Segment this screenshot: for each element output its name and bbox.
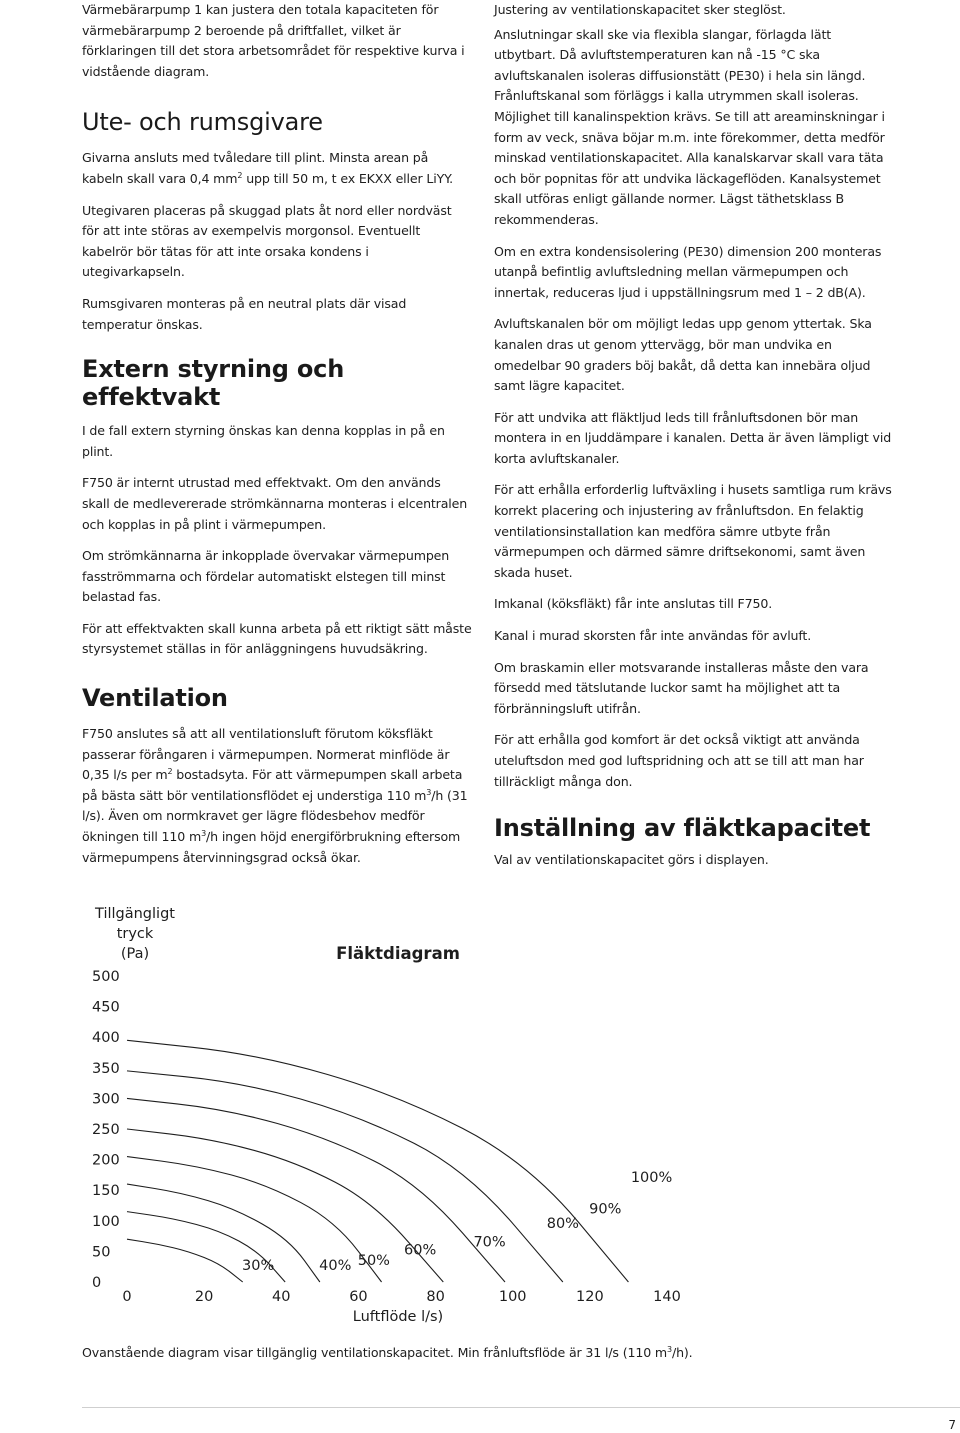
heading-installning-flaktkapacitet: Inställning av fläktkapacitet bbox=[494, 814, 871, 843]
y-tick-label: 500 bbox=[92, 969, 120, 985]
y-tick-label: 350 bbox=[92, 1060, 120, 1077]
footer-rule bbox=[82, 1407, 960, 1408]
y-tick-label: 200 bbox=[92, 1152, 120, 1169]
extern-paragraph-3: Om strömkännarna är inkopplade övervakar värmepumpen fasströmmarna och fördelar automatiskt elstegen till minst belastad fas. bbox=[82, 548, 450, 605]
chart-title: Fläktdiagram bbox=[336, 944, 460, 963]
page-number: 7 bbox=[948, 1418, 956, 1432]
right-paragraph-3: Om en extra kondensisolering (PE30) dimension 200 monteras utanpå befintlig avluftsledning mellan värmepumpen och innertak, reduceras ljud i uppställningsrum med 1 – 2 dB(A). bbox=[494, 243, 882, 300]
y-tick-label: 100 bbox=[92, 1213, 120, 1230]
series-label: 30% bbox=[242, 1257, 275, 1274]
y-tick-label: 50 bbox=[92, 1244, 111, 1261]
left-column bbox=[82, 0, 472, 879]
x-tick-label: 20 bbox=[194, 1289, 214, 1305]
ventilation-paragraph: F750 anslutes så att all ventilationsluft förutom köksfläkt passerar förångaren i värmepumpen. Normerat minflöde är 0,35 l/s per $m^2$ bostadsyta. För att värmepumpen skall arbeta på bästa sätt bör ventilationsflödet ej understiga 110 $m^3/h$ (31 l/s). Även om normkravet ger lägre flödesbehov medför ökningen till 110 $m^3/h$ ingen höjd energiförbrukning eftersom värmepumpens återvinningsgrad också ökar. bbox=[82, 726, 468, 865]
ute-paragraph-2: Utegivaren placeras på skuggad plats åt nord eller nordväst för att inte störas av exempelvis morgonsol. Eventuellt kabelrör bör tätas för att inte orsaka kondens i utegivarkapseln. bbox=[82, 202, 452, 280]
x-tick-label: 120 bbox=[576, 1289, 604, 1305]
right-paragraph-7: Imkanal (köksfläkt) får inte anslutas till F750. bbox=[494, 596, 773, 612]
y-axis-label-line: tryck bbox=[116, 926, 154, 942]
series-label: 60% bbox=[404, 1242, 437, 1259]
fan-curve-30pct bbox=[127, 1239, 243, 1282]
series-label: 70% bbox=[473, 1234, 506, 1251]
fan-curve-70pct bbox=[127, 1129, 443, 1282]
series-label: 90% bbox=[589, 1201, 622, 1218]
y-tick-label: 300 bbox=[92, 1091, 120, 1108]
y-tick-label: 400 bbox=[92, 1030, 120, 1047]
y-axis-label-line: (Pa) bbox=[120, 946, 150, 962]
series-label: 40% bbox=[319, 1257, 352, 1274]
x-tick-label: 100 bbox=[498, 1289, 527, 1305]
y-axis-label-line: Tillgängligt bbox=[95, 906, 175, 922]
right-paragraph-5: För att undvika att fläktljud leds till frånluftsdonen bör man montera in en ljuddämpare i kanalen. Detta är även lämpligt vid korta avluftskanaler. bbox=[494, 409, 892, 466]
fan-curve-100pct bbox=[127, 1040, 628, 1282]
right-paragraph-6: För att erhålla erforderlig luftväxling i husets samtliga rum krävs korrekt placering och injustering av frånluftsdon. En felaktig ventilationsinstallation kan medföra sämre utbyte från värmepumpen och därmed sämre driftsekonomi, samt även skada huset. bbox=[494, 482, 892, 580]
right-paragraph-10: För att erhålla god komfort är det också viktigt att använda uteluftsdon med god luftspridning och att se till att man har tillräckligt många don. bbox=[494, 732, 864, 789]
intro-paragraph: Värmebärarpump 1 kan justera den totala kapaciteten för värmebärarpump 2 beroende på driftfallet, vilket är förklaringen till det stora arbetsområdet för respektive kurva i vidstående diagram. bbox=[82, 2, 465, 79]
extern-paragraph-1: I de fall extern styrning önskas kan denna kopplas in på en plint. bbox=[82, 423, 445, 459]
series-label: 50% bbox=[357, 1252, 390, 1269]
x-tick-label: 0 bbox=[122, 1289, 132, 1305]
ute-paragraph-3: Rumsgivaren monteras på en neutral plats där visad temperatur önskas. bbox=[82, 295, 407, 332]
x-tick-label: 80 bbox=[426, 1289, 445, 1305]
y-tick-label: 450 bbox=[92, 999, 120, 1016]
ute-paragraph-1: Givarna ansluts med tvåledare till plint. Minsta arean på kabeln skall vara 0,4 $mm^2$ upp till 50 m, t ex EKXX eller LiYY. bbox=[82, 150, 453, 186]
y-tick-label: 150 bbox=[92, 1183, 120, 1200]
right-paragraph-2: Anslutningar skall ske via flexibla slangar, förlagda lätt utbytbart. Då avluftstemperaturen kan nå -15 °C ska avluftskanalen isoleras diffusionstätt (PE30) i hela sin längd. Frånluftskanal som förläggs i kalla utrymmen skall isoleras. Möjlighet till kanalinspektion krävs. Se till att areaminskningar i form av veck, snäva böjar m.m. inte förekommer, detta medför minskad ventilationskapacitet. Alla kanalskarvar skall vara täta och bör popnitas för att undvika läckageflöden. Kanalsystemet skall utföras enligt gällande normer. Lägst täthetsklass B rekommenderas. bbox=[494, 26, 885, 227]
y-tick-label: 250 bbox=[92, 1122, 120, 1138]
heading-ute-rumsgivare: Ute- och rumsgivare bbox=[82, 108, 323, 137]
right-paragraph-1: Justering av ventilationskapacitet sker steglöst. bbox=[494, 2, 786, 17]
right-paragraph-4: Avluftskanalen bör om möjligt ledas upp genom yttertak. Ska kanalen dras ut genom yttervägg, bör man undvika en omedelbar 90 graders böj bakåt, då detta kan innebära oljud samt lägre kapacitet. bbox=[494, 316, 872, 394]
right-column bbox=[494, 0, 894, 882]
right-paragraph-8: Kanal i murad skorsten får inte användas för avluft. bbox=[494, 628, 812, 644]
heading-extern-styrning: Extern styrning och effektvakt bbox=[82, 355, 345, 412]
x-axis-label: Luftflöde l/s) bbox=[352, 1309, 444, 1325]
x-tick-label: 40 bbox=[272, 1289, 291, 1305]
right-paragraph-9: Om braskamin eller motsvarande installeras måste den vara försedd med tätslutande luckor samt ha möjlighet att ta förbränningsluft utifrån. bbox=[494, 659, 869, 716]
x-tick-label: 140 bbox=[653, 1289, 681, 1305]
x-tick-label: 60 bbox=[349, 1289, 368, 1305]
install-paragraph: Val av ventilationskapacitet görs i displayen. bbox=[494, 852, 769, 868]
diagram-caption: Ovanstående diagram visar tillgänglig ventilationskapacitet. Min frånluftsflöde är 31 l/s (110 $m^3/h$). bbox=[82, 1345, 693, 1360]
series-label: 80% bbox=[546, 1216, 579, 1233]
y-tick-label: 0 bbox=[92, 1275, 102, 1291]
series-label: 100% bbox=[630, 1170, 673, 1187]
extern-paragraph-2: F750 är internt utrustad med effektvakt. Om den används skall de medlevererade strömkännarna monteras i elcentralen och kopplas in på plint i värmepumpen. bbox=[82, 475, 468, 532]
extern-paragraph-4: För att effektvakten skall kunna arbeta på ett riktigt sätt måste styrsystemet ställas in för anläggningens huvudsäkring. bbox=[82, 620, 472, 657]
fan-diagram bbox=[0, 880, 960, 1340]
fan-curve-80pct bbox=[127, 1098, 505, 1282]
heading-ventilation: Ventilation bbox=[82, 684, 228, 713]
fan-diagram-svg bbox=[0, 880, 960, 1340]
